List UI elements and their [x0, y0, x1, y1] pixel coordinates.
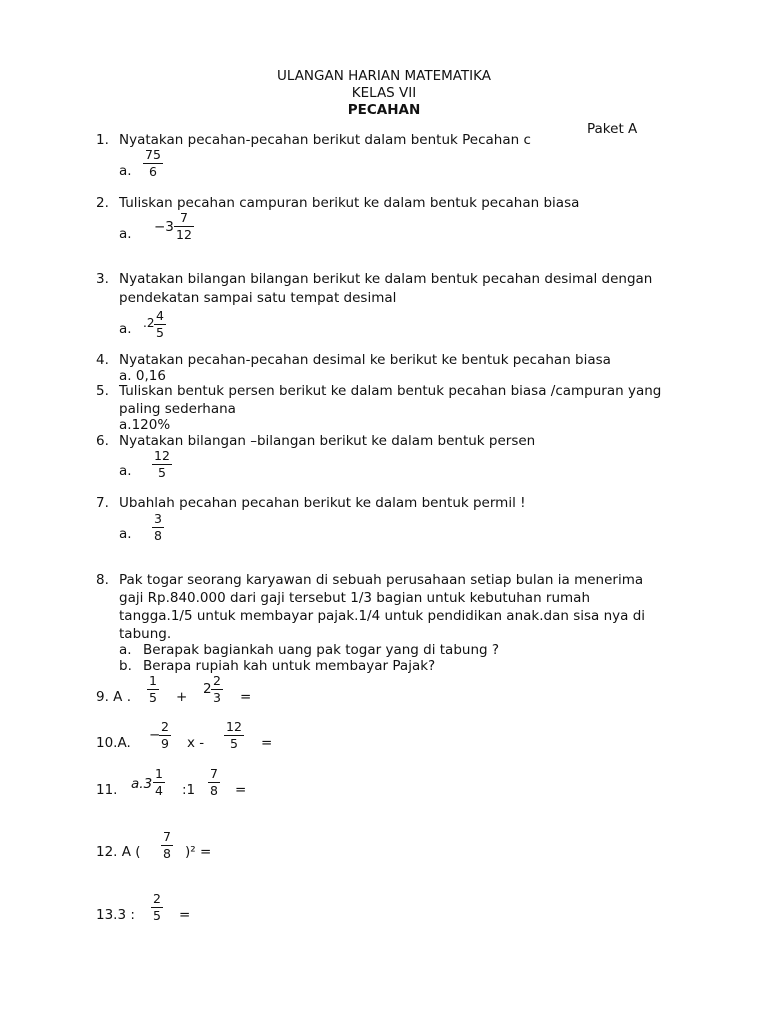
question-text: Nyatakan pecahan-pecahan berikut dalam bentuk Pecahan c	[119, 132, 531, 148]
exponent-tail: )² =	[185, 844, 212, 860]
question-number: 6.	[96, 433, 109, 449]
question-text: Tuliskan pecahan campuran berikut ke dalam bentuk pecahan biasa	[119, 195, 580, 211]
sub-question-a: Berapak bagiankah uang pak togar yang di tabung ?	[143, 642, 500, 658]
fraction	[159, 720, 171, 751]
question-text: Nyatakan bilangan –bilangan berikut ke dalam bentuk persen	[119, 433, 536, 449]
fraction	[147, 674, 159, 705]
question-number: 8.	[96, 572, 109, 588]
mixed-prefix: a.3	[131, 776, 153, 792]
numerator: 7	[163, 829, 171, 844]
numerator: 12	[154, 448, 170, 463]
question-text-line-3: tangga.1/5 untuk membayar pajak.1/4 untuk pendidikan anak.dan sisa nya di	[119, 608, 646, 624]
equals-sign: =	[235, 782, 247, 798]
numerator: 3	[154, 511, 162, 526]
fraction	[174, 211, 194, 242]
equals-sign: =	[261, 735, 273, 751]
question-text-line-4: tabung.	[119, 626, 172, 642]
option-label: a.	[119, 526, 132, 542]
question-lead: 10.A.	[96, 735, 131, 751]
denominator: 8	[210, 783, 218, 798]
question-lead: 11.	[96, 782, 118, 798]
equals-sign: =	[240, 689, 252, 705]
question-number: 2.	[96, 195, 109, 211]
operator: +	[176, 689, 188, 705]
numerator: 75	[145, 147, 161, 162]
question-number: 1.	[96, 132, 109, 148]
numerator: 4	[156, 308, 164, 323]
option-label: a.	[119, 321, 132, 337]
question-lead: 9. A .	[96, 689, 131, 705]
question-text-cont: paling sederhana	[119, 401, 236, 417]
denominator: 8	[154, 528, 162, 543]
denominator: 5	[149, 690, 157, 705]
minus-sign: −	[149, 727, 161, 743]
option-answer: a. 0,16	[119, 368, 166, 384]
question-lead: 13.3 :	[96, 907, 135, 923]
numerator: 7	[210, 766, 218, 781]
exam-title: ULANGAN HARIAN MATEMATIKA	[276, 68, 492, 84]
sub-question-b: Berapa rupiah kah untuk membayar Pajak?	[143, 658, 436, 674]
fraction	[143, 148, 163, 179]
exam-class: KELAS VII	[351, 85, 417, 101]
question-number: 7.	[96, 495, 109, 511]
paket-label: Paket A	[587, 121, 638, 137]
denominator: 5	[229, 736, 238, 751]
exam-topic: PECAHAN	[347, 102, 421, 118]
numerator: 1	[155, 766, 163, 781]
question-lead: 12. A (	[96, 844, 141, 860]
question-text: Nyatakan pecahan-pecahan desimal ke berikut ke bentuk pecahan biasa	[119, 352, 611, 368]
equals-sign: =	[179, 907, 191, 923]
denominator: 6	[148, 164, 157, 179]
mixed-whole: −3	[154, 219, 174, 235]
option-label: a.	[119, 463, 132, 479]
question-text-cont: pendekatan sampai satu tempat desimal	[119, 290, 397, 306]
sub-question-b-label: b.	[119, 658, 132, 674]
denominator: 5	[157, 465, 166, 480]
denominator: 12	[176, 227, 192, 242]
numerator: 7	[174, 211, 194, 227]
question-number: 4.	[96, 352, 109, 368]
fraction	[151, 892, 163, 923]
question-text: Ubahlah pecahan pecahan berikut ke dalam bentuk permil !	[119, 495, 526, 511]
mixed-whole: .2	[143, 316, 155, 330]
numerator: 2	[153, 891, 161, 906]
operator: :1	[182, 782, 196, 798]
mixed-whole: 2	[203, 681, 212, 697]
denominator: 8	[163, 846, 171, 861]
fraction	[152, 512, 164, 543]
sub-question-a-label: a.	[119, 642, 132, 658]
fraction	[161, 830, 173, 861]
option-answer: a.120%	[119, 417, 171, 433]
question-text-line-2: gaji Rp.840.000 dari gaji tersebut 1/3 bagian untuk kebutuhan rumah	[119, 590, 591, 606]
option-label: a.	[119, 163, 132, 179]
question-text-line-1: Pak togar seorang karyawan di sebuah perusahaan setiap bulan ia menerima	[119, 572, 644, 588]
question-text: Nyatakan bilangan bilangan berikut ke dalam bentuk pecahan desimal dengan	[119, 271, 653, 287]
fraction	[208, 767, 220, 798]
denominator: 5	[153, 908, 161, 923]
numerator: 2	[161, 719, 169, 734]
question-number: 5.	[96, 383, 109, 399]
numerator: 1	[149, 673, 157, 688]
fraction	[211, 674, 223, 705]
fraction	[152, 449, 172, 480]
fraction	[224, 720, 244, 751]
fraction	[153, 767, 165, 798]
option-label: a.	[119, 226, 132, 242]
question-text: Tuliskan bentuk persen berikut ke dalam bentuk pecahan biasa /campuran yang	[119, 383, 662, 399]
operator: x -	[187, 735, 205, 751]
numerator: 12	[226, 719, 242, 734]
denominator: 4	[155, 783, 163, 798]
numerator: 2	[213, 673, 221, 688]
denominator: 9	[161, 736, 169, 751]
denominator: 3	[213, 690, 221, 705]
denominator: 5	[156, 325, 164, 340]
question-number: 3.	[96, 271, 109, 287]
fraction	[154, 309, 166, 340]
